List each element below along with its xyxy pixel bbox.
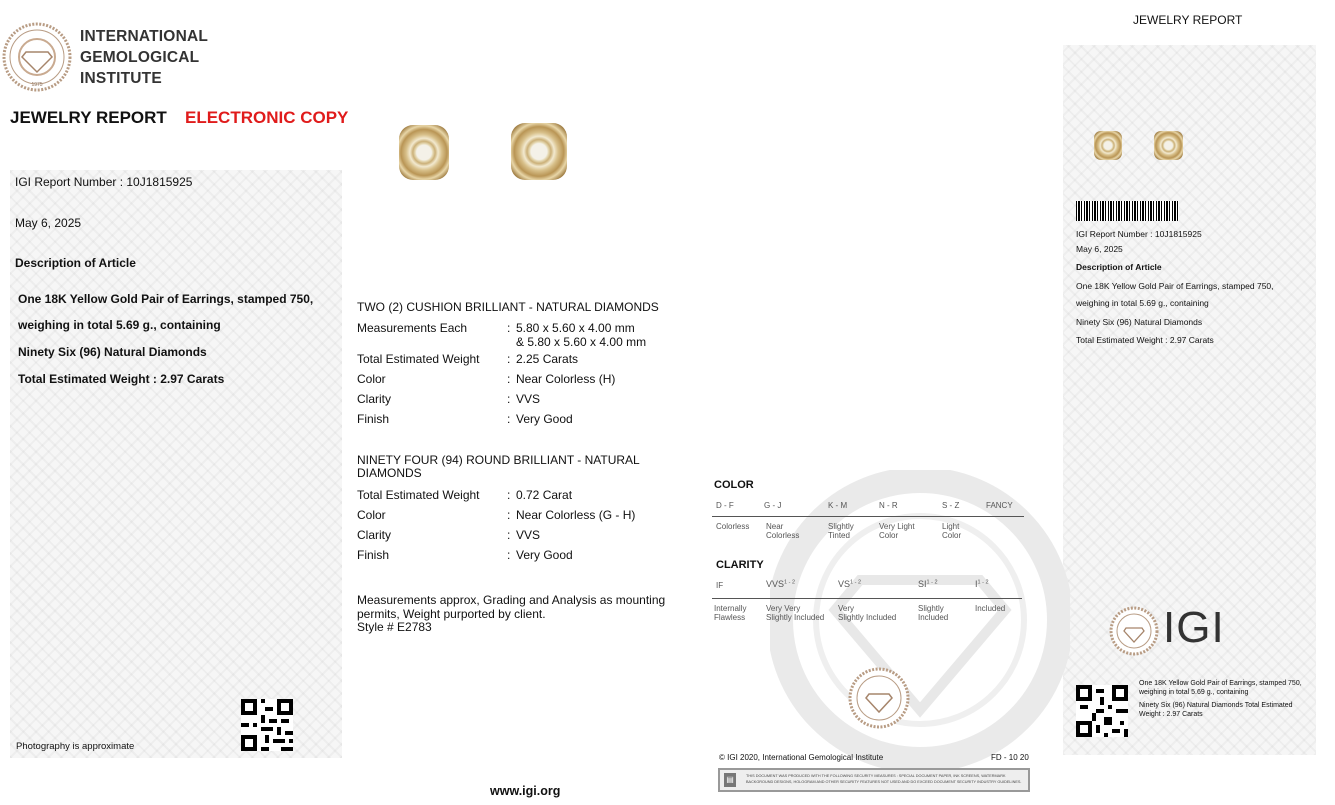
- clarity-description: [714, 604, 746, 622]
- detail-row: [357, 389, 646, 409]
- stub-description: [1076, 279, 1274, 349]
- brand-line: GEMOLOGICAL: [80, 49, 200, 66]
- row-separator: :: [507, 508, 511, 522]
- row-value: 0.72 Carat: [516, 488, 573, 502]
- desc-line: Tinted: [828, 531, 850, 540]
- grade-sub: 1 - 2: [850, 579, 862, 586]
- row-separator: :: [507, 488, 511, 502]
- desc-line: Color: [942, 531, 962, 540]
- row-value: Near Colorless (G - H): [516, 508, 636, 522]
- desc-line: Slightly Included: [838, 613, 897, 622]
- color-grade: FANCY: [986, 501, 1013, 510]
- desc-line: Slightly: [918, 604, 944, 613]
- stub-summary-2: Ninety Six (96) Natural Diamonds Total Estimated Weight : 2.97 Carats: [1139, 702, 1293, 718]
- row-value: 2.25 Carats: [516, 352, 579, 366]
- color-grade: S - Z: [942, 501, 960, 510]
- color-description: [879, 522, 915, 540]
- earring-photo-left: [399, 125, 449, 180]
- row-value: [516, 318, 646, 349]
- color-description: [766, 522, 799, 540]
- row-label: Finish: [357, 412, 390, 426]
- row-separator: :: [507, 372, 511, 386]
- stub-igi-seal: [1109, 606, 1159, 656]
- color-description: [942, 522, 961, 540]
- desc-line: Color: [879, 531, 899, 540]
- copyright: © IGI 2020, International Gemological Institute: [719, 753, 884, 762]
- security-box: [718, 768, 1030, 792]
- clarity-description: [766, 604, 824, 622]
- clarity-grade: [838, 579, 861, 589]
- row-separator: :: [507, 352, 511, 366]
- desc-line: Very Light: [879, 522, 915, 531]
- row-separator: :: [507, 528, 511, 542]
- row-value: Very Good: [516, 412, 573, 426]
- form-code: FD - 10 20: [991, 753, 1029, 762]
- clarity-description: [975, 604, 1005, 613]
- desc-line: Flawless: [714, 613, 746, 622]
- row-value: VVS: [516, 528, 541, 542]
- description-heading: Description of Article: [15, 256, 136, 270]
- brand-line: INSTITUTE: [80, 70, 162, 87]
- clarity-grade: [716, 581, 723, 590]
- row-value: VVS: [516, 392, 541, 406]
- row-separator: :: [507, 321, 511, 335]
- igi-seal-small: [848, 667, 910, 729]
- row-label: Clarity: [357, 392, 392, 406]
- security-line: THIS DOCUMENT WAS PRODUCED WITH THE FOLLOWING SECURITY MEASURES : SPECIAL DOCUMENT PAPER, INK SCREENS, WATERMARK: [746, 774, 1006, 778]
- stub-report-title: JEWELRY REPORT: [1133, 13, 1243, 27]
- grade-sub: 1 - 2: [977, 579, 989, 586]
- color-scale-rule: [712, 516, 1024, 517]
- detail-row: [357, 369, 646, 389]
- section2-title: NINETY FOUR (94) ROUND BRILLIANT - NATURAL DIAMONDS: [357, 453, 640, 480]
- detail-row: [357, 409, 646, 429]
- row-label: Color: [357, 372, 386, 386]
- report-date: May 6, 2025: [15, 216, 82, 230]
- measurement-value-2: & 5.80 x 5.60 x 4.00 mm: [516, 335, 647, 349]
- stub-date: May 6, 2025: [1076, 244, 1123, 254]
- section1-table: [357, 318, 646, 429]
- desc-line: Very Very: [766, 604, 801, 613]
- grade-label: VVS: [766, 579, 785, 589]
- note-line: permits, Weight purported by client.: [357, 606, 546, 621]
- clarity-grade: [918, 579, 938, 589]
- desc-line: Near: [766, 522, 784, 531]
- logo-year: 1975: [31, 82, 43, 88]
- grading-notes: [357, 594, 665, 635]
- row-label: Color: [357, 508, 386, 522]
- row-label: Measurements Each: [357, 321, 468, 335]
- detail-row: [357, 349, 646, 369]
- description-line: Ninety Six (96) Natural Diamonds: [18, 345, 207, 359]
- grade-label: SI: [918, 579, 927, 589]
- color-grade: K - M: [828, 501, 848, 510]
- description-line: One 18K Yellow Gold Pair of Earrings, stamped 750,: [18, 292, 314, 306]
- grade-label: VS: [838, 579, 851, 589]
- desc-line: Slightly: [828, 522, 854, 531]
- stub-desc-line: Ninety Six (96) Natural Diamonds: [1076, 317, 1203, 327]
- description-line: Total Estimated Weight : 2.97 Carats: [18, 372, 225, 386]
- clarity-description: [838, 604, 896, 622]
- desc-line: Very: [838, 604, 855, 613]
- stub-igi-wordmark: IGI: [1163, 603, 1225, 652]
- detail-row: [357, 545, 635, 565]
- report-title: JEWELRY REPORT: [10, 108, 167, 127]
- color-description: [828, 522, 854, 540]
- measurement-value: 5.80 x 5.60 x 4.00 mm: [516, 321, 635, 335]
- stub-summary-1: One 18K Yellow Gold Pair of Earrings, stamped 750, weighing in total 5.69 g., containing: [1139, 680, 1302, 696]
- detail-row: [357, 318, 646, 349]
- security-text: [746, 773, 1021, 785]
- description-line: weighing in total 5.69 g., containing: [18, 318, 221, 332]
- row-separator: :: [507, 392, 511, 406]
- stub-desc-line: One 18K Yellow Gold Pair of Earrings, stamped 750,: [1076, 281, 1274, 291]
- clarity-grade: [975, 579, 989, 589]
- section2-table: [357, 485, 635, 565]
- security-line: BACKGROUND DESIGNS, HOLOGRAM AND OTHER SECURITY FEATURES NOT USED AND DO EXCEED DOCUMENT SECURITY INDUSTRY GUIDELINES.: [746, 780, 1022, 784]
- note-line: Measurements approx, Grading and Analysis as mounting: [357, 593, 666, 607]
- desc-line: Slightly Included: [766, 613, 825, 622]
- stub-earring-photo-right: [1154, 131, 1183, 160]
- row-label: Finish: [357, 548, 390, 562]
- row-value: Very Good: [516, 548, 573, 562]
- row-label: Total Estimated Weight: [357, 352, 480, 366]
- brand-line: INTERNATIONAL: [80, 28, 209, 45]
- photography-note: Photography is approximate: [16, 741, 135, 752]
- color-grade: G - J: [764, 501, 782, 510]
- clarity-scale-heading: CLARITY: [716, 559, 764, 571]
- row-label: Total Estimated Weight: [357, 488, 480, 502]
- desc-line: Included: [975, 604, 1006, 613]
- stub-desc-line: Total Estimated Weight : 2.97 Carats: [1076, 335, 1214, 345]
- color-grade: D - F: [716, 501, 734, 510]
- color-description: [716, 522, 749, 531]
- stub-qr-code: [1076, 685, 1128, 737]
- desc-line: Internally: [714, 604, 747, 613]
- stub-report-number: IGI Report Number : 10J1815925: [1076, 229, 1202, 239]
- qr-code: [241, 699, 293, 751]
- grade-label: I: [975, 579, 978, 589]
- document-icon: ▤: [724, 773, 736, 787]
- detail-row: [357, 485, 635, 505]
- grade-sub: 1 - 2: [784, 579, 796, 586]
- clarity-grade: [766, 579, 795, 589]
- stub-description-heading: Description of Article: [1076, 262, 1162, 272]
- barcode: [1076, 201, 1179, 221]
- earring-photo-right: [511, 123, 567, 180]
- note-line: Style # E2783: [357, 620, 432, 634]
- color-grade: N - R: [879, 501, 898, 510]
- section1-title: TWO (2) CUSHION BRILLIANT - NATURAL DIAMONDS: [357, 300, 659, 314]
- detail-row: [357, 505, 635, 525]
- report-number: IGI Report Number : 10J1815925: [15, 175, 193, 189]
- row-separator: :: [507, 548, 511, 562]
- row-label: Clarity: [357, 528, 392, 542]
- row-separator: :: [507, 412, 511, 426]
- row-value: Near Colorless (H): [516, 372, 616, 386]
- color-scale-heading: COLOR: [714, 479, 754, 491]
- stub-earring-photo-left: [1094, 131, 1122, 160]
- detail-row: [357, 525, 635, 545]
- desc-line: Included: [918, 613, 949, 622]
- desc-line: Light: [942, 522, 960, 531]
- electronic-copy-label: ELECTRONIC COPY: [185, 108, 349, 127]
- website-link[interactable]: www.igi.org: [490, 784, 561, 798]
- clarity-scale-rule: [712, 598, 1022, 599]
- desc-line: Colorless: [716, 522, 750, 531]
- desc-line: Colorless: [766, 531, 800, 540]
- stub-desc-line: weighing in total 5.69 g., containing: [1076, 298, 1209, 308]
- brand-name: [80, 26, 208, 89]
- grade-label: IF: [716, 581, 724, 590]
- clarity-description: [918, 604, 948, 622]
- igi-seal-logo: [2, 22, 72, 92]
- grade-sub: 1 - 2: [926, 579, 938, 586]
